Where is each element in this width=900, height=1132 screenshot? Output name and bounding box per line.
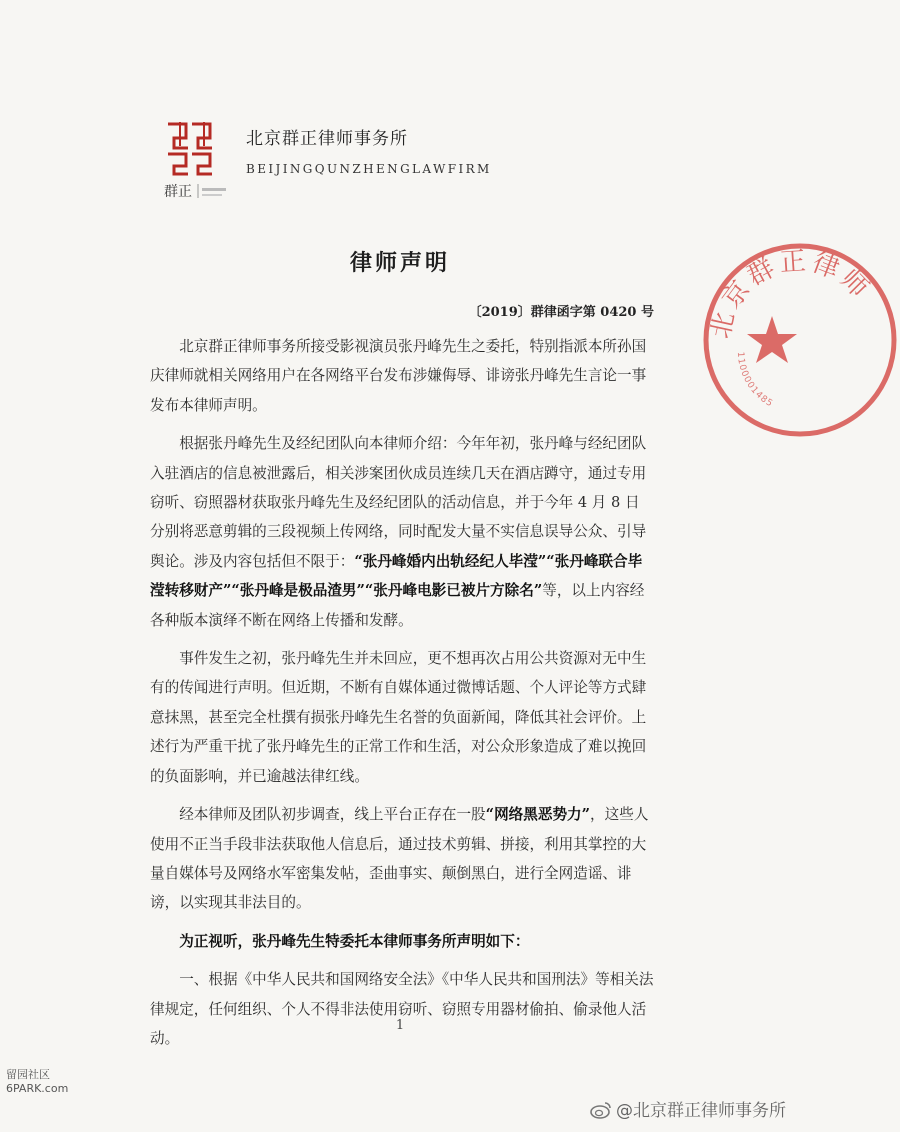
paragraph-2-tail: 等，以上内容经各种版本演绎不断在网络上传播和发酵。 (150, 582, 645, 629)
firm-logo (160, 118, 230, 202)
paragraph-4-highlight: “网络黑恶势力” (485, 806, 591, 824)
paragraph-1: 北京群正律师事务所接受影视演员张丹峰先生之委托，特别指派本所孙国庆律师就相关网络用户在各网络平台发布涉嫌侮辱、诽谤张丹峰先生言论一事发布本律师声明。 (150, 338, 647, 414)
document-number: 〔2019〕群律函字第 0420 号 (468, 305, 654, 320)
paragraph-5 (150, 927, 654, 956)
watermark-6park-cn: 留园社区 (6, 1068, 50, 1081)
paragraph-5-text: 为正视听，张丹峰先生特委托本律师事务所声明如下： (179, 932, 530, 950)
page-number: 1 (395, 1018, 405, 1033)
document-title: 律师声明 (349, 250, 450, 276)
red-seal-stamp (700, 240, 900, 440)
paragraph-4 (150, 800, 654, 918)
paragraph-3: 事件发生之初，张丹峰先生并未回应，更不想再次占用公共资源对无中生有的传闻进行声明。但近期，不断有自媒体通过微博话题、个人评论等方式肆意抹黑，甚至完全杜撰有损张丹峰先生名誉的负面新闻，降低其社会评价。上述行为严重干扰了张丹峰先生的正常工作和生活，对公众形象造成了难以挽回的负面影响，并已逾越法律红线。 (150, 650, 647, 785)
paragraph-2 (150, 429, 654, 635)
firm-name-en: BEIJINGQUNZHENGLAWFIRM (246, 162, 492, 176)
paragraph-4-tail: ，这些人使用不正当手段非法获取他人信息后，通过技术剪辑、拼接，利用其掌控的大量自媒体号及网络水军密集发帖，歪曲事实、颠倒黑白，进行全网造谣、诽谤，以实现其非法目的。 (150, 806, 649, 912)
paragraph-6: 一、根据《中华人民共和国网络安全法》《中华人民共和国刑法》等相关法律规定，任何组织、个人不得非法使用窃听、窃照专用器材偷拍、偷录他人活动。 (150, 971, 654, 1047)
document-body (150, 332, 654, 1062)
watermark-6park (6, 1068, 68, 1096)
watermark-weibo (590, 1096, 786, 1121)
stamp-text: 北京群正律师 (705, 246, 877, 342)
paragraph-2-text: 根据张丹峰先生及经纪团队向本律师介绍：今年年初，张丹峰与经纪团队入驻酒店的信息被泄露后，相关涉案团伙成员连续几天在酒店蹲守，通过专用窃听、窃照器材获取张丹峰先生及经纪团队的活动信息，并于今年 4 月 8 日分别将恶意剪辑的三段视频上传网络，同时配发大量不实信息误导公众、引导舆论。涉及内容包括但不限于： (150, 435, 647, 570)
watermark-6park-en: 6PARK.com (6, 1082, 69, 1095)
weibo-icon (590, 1101, 612, 1119)
logo-text: 群正 (164, 184, 192, 200)
stamp-serial: 1100001485 (734, 351, 775, 410)
paragraph-4-text: 经本律师及团队初步调查，线上平台正存在一股 (179, 806, 486, 824)
watermark-weibo-text: @北京群正律师事务所 (616, 1101, 786, 1121)
firm-name-cn: 北京群正律师事务所 (246, 129, 408, 149)
svg-text:1100001485 (735, 352, 775, 410)
paragraph-2-quotes: “张丹峰婚内出轨经纪人毕滢”“张丹峰联合毕滢转移财产”“张丹峰是极品渣男”“张丹峰电影已被片方除名” (150, 552, 643, 600)
